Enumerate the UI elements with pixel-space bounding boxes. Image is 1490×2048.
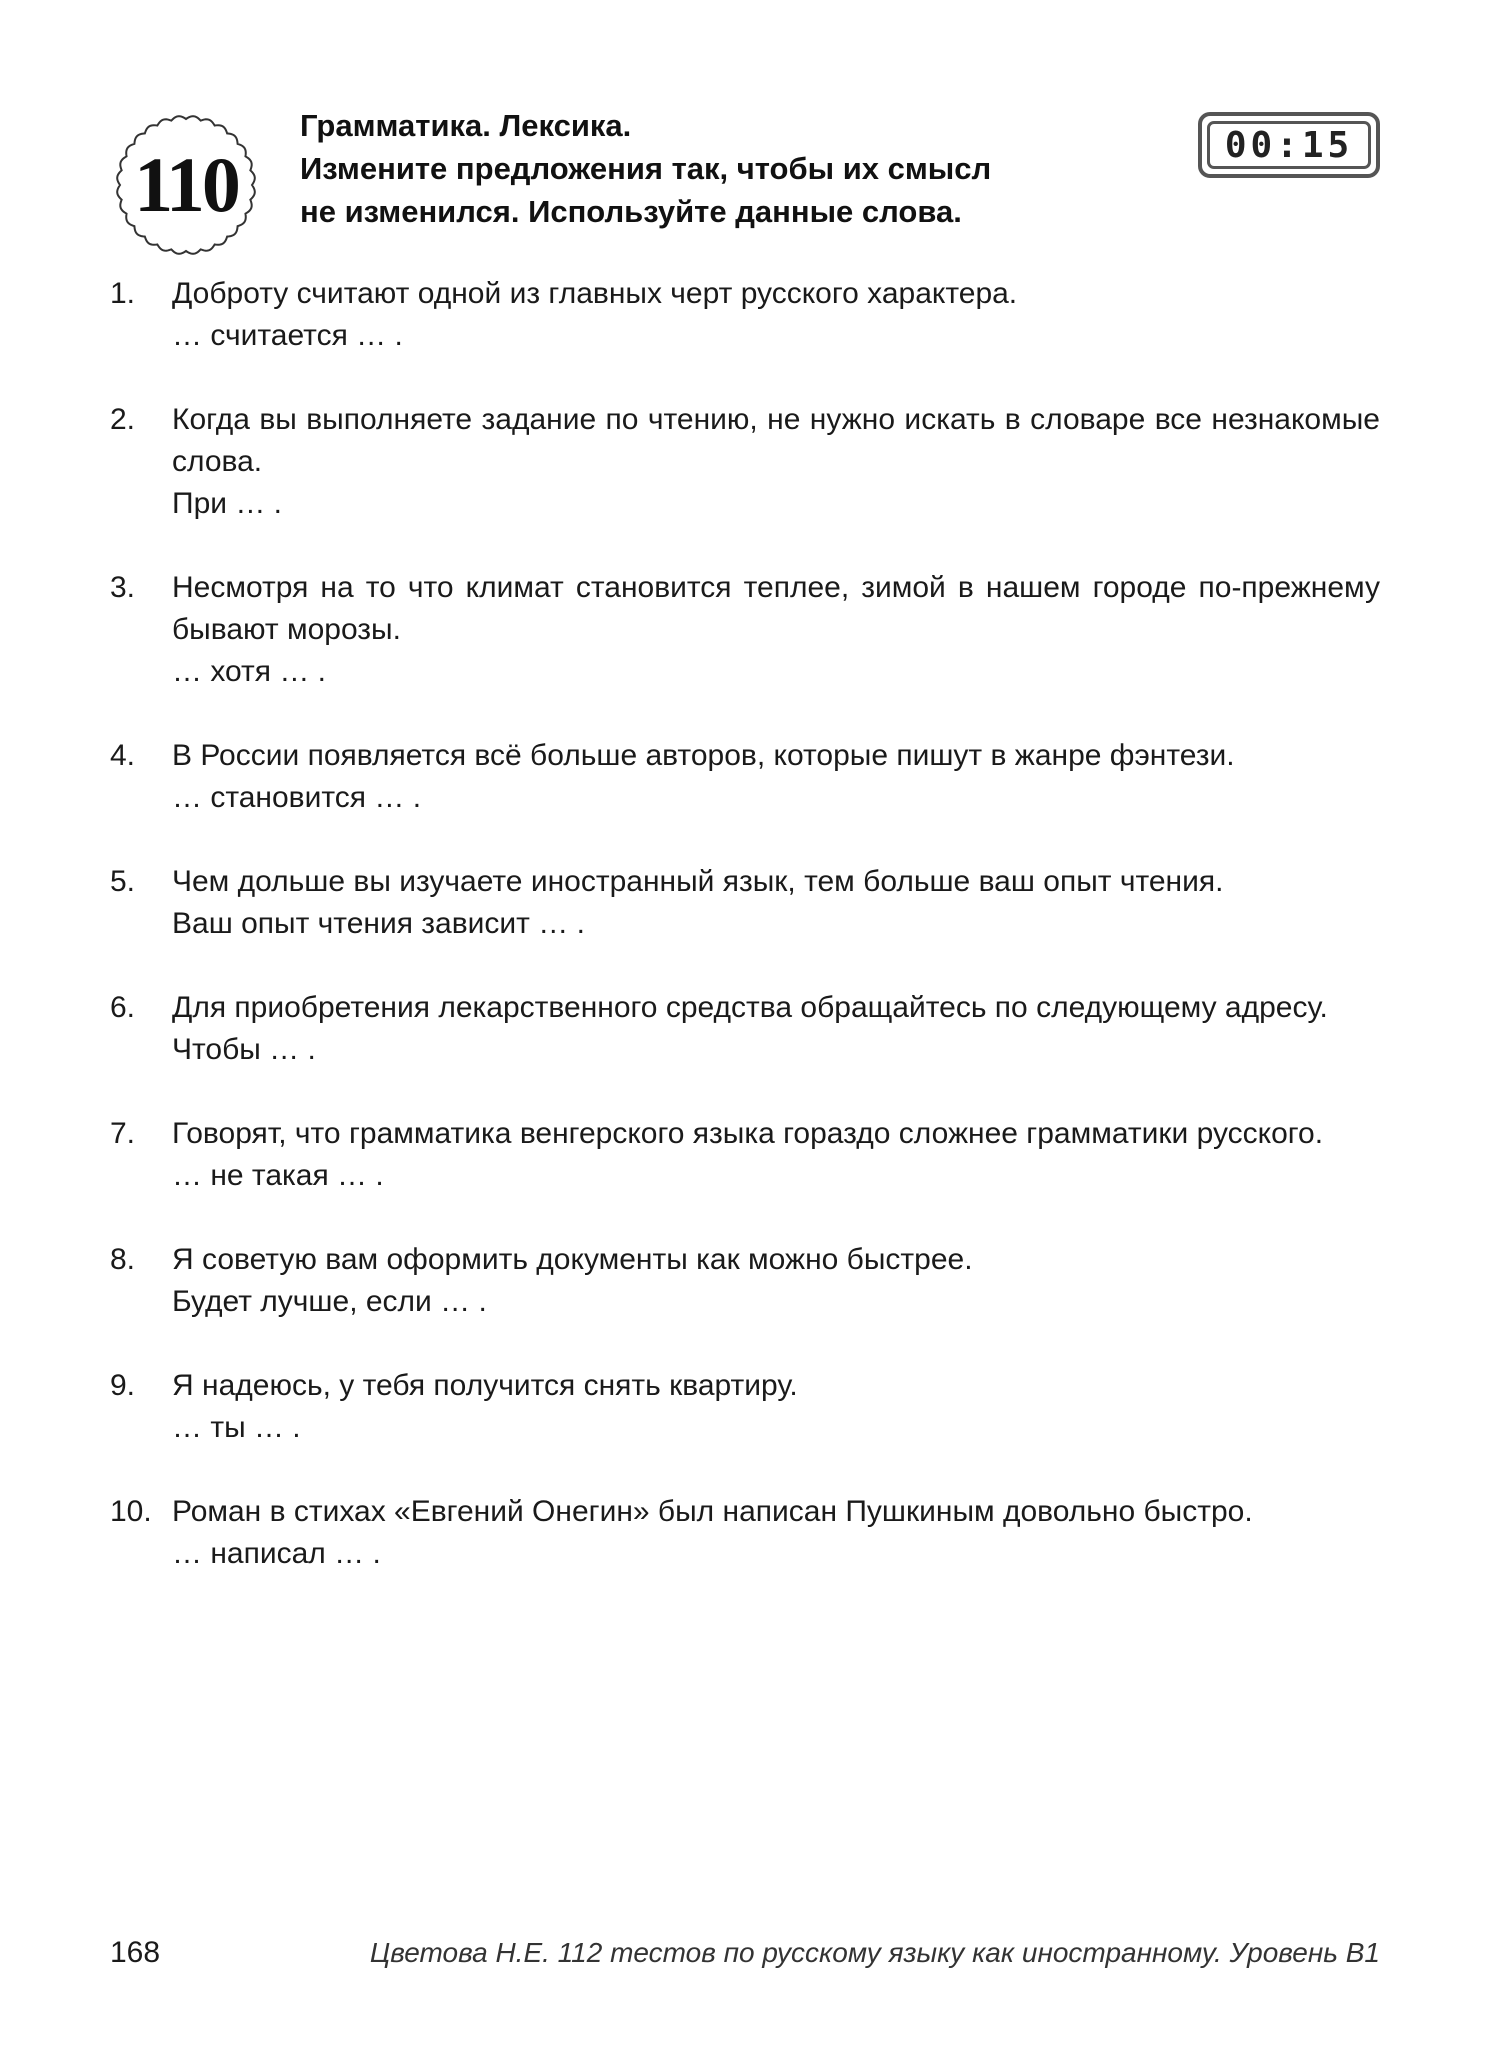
task-number: 6.: [110, 991, 136, 1024]
exercise-number: 110: [134, 141, 238, 228]
task-item: [110, 273, 1380, 357]
task-sentence: Роман в стихах «Евгений Онегин» был написан Пушкиным довольно быстро.: [172, 1495, 1253, 1528]
task-item: [110, 399, 1380, 525]
task-item: [110, 987, 1380, 1071]
page-number: 168: [110, 1936, 161, 1969]
task-sentence: Когда вы выполняете задание по чтению, не нужно искать в словаре все незнакомые слова.: [172, 403, 1380, 478]
task-prompt: … становится … .: [172, 781, 422, 814]
task-sentence: Несмотря на то что климат становится теплее, зимой в нашем городе по-прежнему бывают морозы.: [172, 571, 1380, 646]
heading-instruction-line1: Измените предложения так, чтобы их смысл: [300, 151, 992, 186]
task-item: [110, 735, 1380, 819]
task-prompt: … считается … .: [172, 319, 403, 352]
task-prompt: … не такая … .: [172, 1159, 384, 1192]
task-sentence: В России появляется всё больше авторов, которые пишут в жанре фэнтези.: [172, 739, 1235, 772]
task-number: 8.: [110, 1243, 136, 1276]
task-sentence: Говорят, что грамматика венгерского языка гораздо сложнее грамматики русского.: [172, 1117, 1324, 1150]
task-number: 5.: [110, 865, 136, 898]
task-prompt: Чтобы … .: [172, 1033, 316, 1066]
task-list: [110, 273, 1380, 1617]
task-number: 9.: [110, 1369, 136, 1402]
book-title-footer: Цветова Н.Е. 112 тестов по русскому языку как иностранному. Уровень B1: [369, 1937, 1380, 1968]
task-item: [110, 1491, 1380, 1575]
exercise-heading: [300, 104, 1120, 233]
task-item: [110, 567, 1380, 693]
task-sentence: Я советую вам оформить документы как можно быстрее.: [172, 1243, 973, 1276]
task-number: 2.: [110, 403, 136, 436]
task-number: 7.: [110, 1117, 136, 1150]
task-prompt: … хотя … .: [172, 655, 327, 688]
task-number: 4.: [110, 739, 136, 772]
task-sentence: Чем дольше вы изучаете иностранный язык, тем больше ваш опыт чтения.: [172, 865, 1224, 898]
task-prompt: Ваш опыт чтения зависит … .: [172, 907, 585, 940]
task-item: [110, 1113, 1380, 1197]
task-item: [110, 1239, 1380, 1323]
task-number: 3.: [110, 571, 136, 604]
heading-title: Грамматика. Лексика.: [300, 108, 632, 143]
task-sentence: Доброту считают одной из главных черт русского характера.: [172, 277, 1018, 310]
task-item: [110, 861, 1380, 945]
timer-label: 00:15: [1207, 121, 1371, 169]
task-sentence: Для приобретения лекарственного средства обращайтесь по следующему адресу.: [172, 991, 1328, 1024]
task-prompt: … написал … .: [172, 1537, 381, 1570]
task-prompt: При … .: [172, 487, 283, 520]
task-item: [110, 1365, 1380, 1449]
task-prompt: … ты … .: [172, 1411, 301, 1444]
timer-badge: [1198, 112, 1380, 178]
task-prompt: Будет лучше, если … .: [172, 1285, 487, 1318]
heading-instruction-line2: не изменился. Используйте данные слова.: [300, 194, 962, 229]
exercise-number-badge: [112, 112, 260, 258]
task-sentence: Я надеюсь, у тебя получится снять квартиру.: [172, 1369, 798, 1402]
task-number: 1.: [110, 277, 136, 310]
task-number: 10.: [110, 1495, 152, 1528]
